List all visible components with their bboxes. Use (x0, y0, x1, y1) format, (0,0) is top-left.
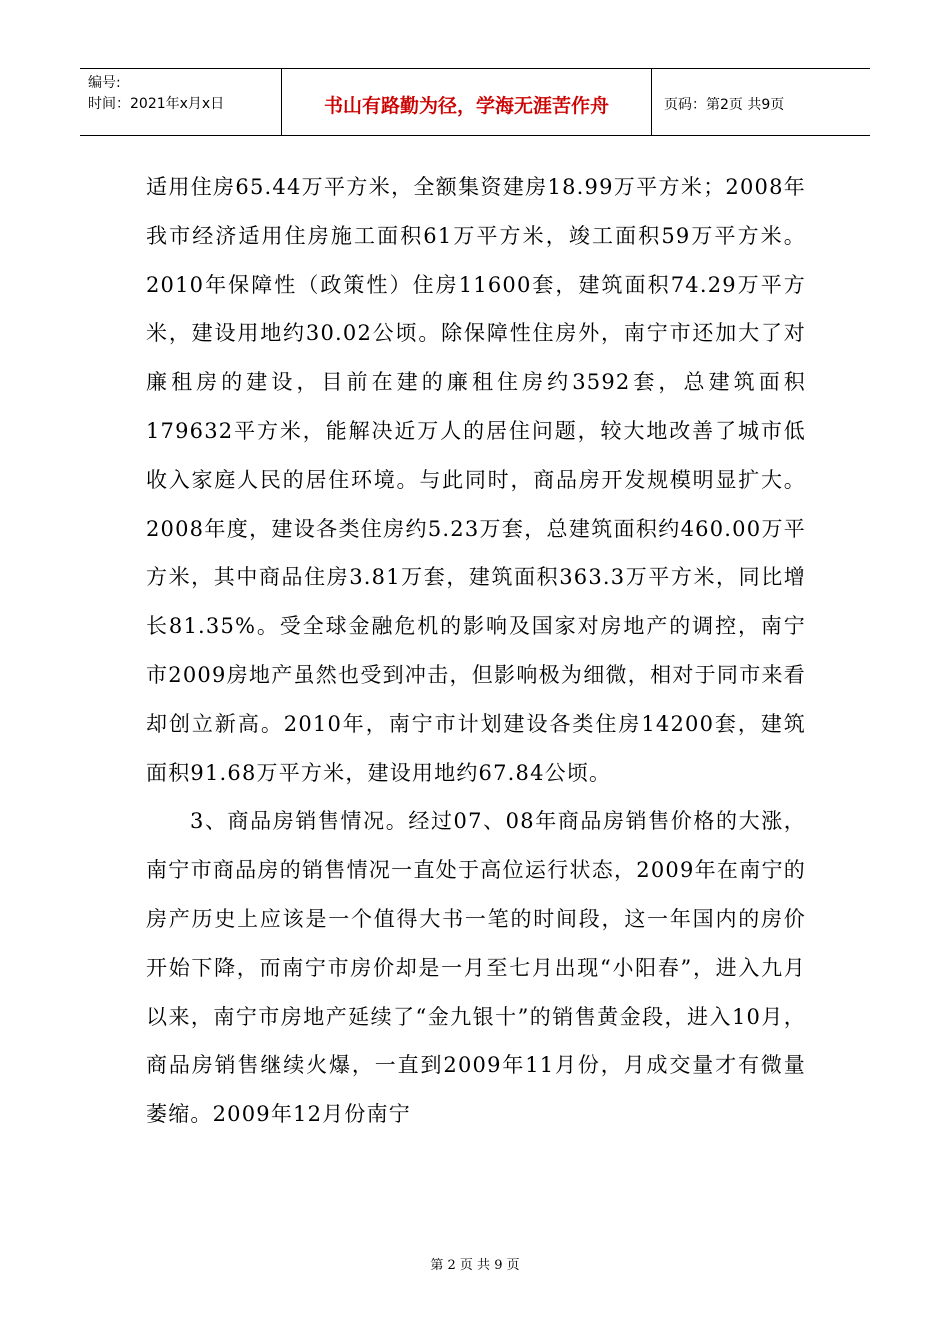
header-meta (80, 69, 282, 135)
paragraph-housing-construction: 适用住房65.44万平方米，全额集资建房18.99万平方米；2008年我市经济适用住房施工面积61万平方米，竣工面积59万平方米。2010年保障性（政策性）住房11600套，建筑面积74.29万平方米，建设用地约30.02公顷。除保障性住房外，南宁市还加大了对廉租房的建设，目前在建的廉租住房约3592套，总建筑面积179632平方米，能解决近万人的居住问题，较大地改善了城市低收入家庭人民的居住环境。与此同时，商品房开发规模明显扩大。2008年度，建设各类住房约5.23万套，总建筑面积约460.00万平方米，其中商品住房3.81万套，建筑面积363.3万平方米，同比增长81.35%。受全球金融危机的影响及国家对房地产的调控，南宁市2009房地产虽然也受到冲击，但影响极为细微，相对于同市来看却创立新高。2010年，南宁市计划建设各类住房14200套，建筑面积91.68万平方米，建设用地约67.84公顷。 (146, 175, 806, 785)
document-date: 时间：2021年x月x日 (88, 96, 225, 112)
paragraph-sales-situation: 3、商品房销售情况。经过07、08年商品房销售价格的大涨，南宁市商品房的销售情况一直处于高位运行状态，2009年在南宁的房产历史上应该是一个值得大书一笔的时间段，这一年国内的房价开始下降，而南宁市房价却是一月至七月出现“小阳春”，进入九月以来，南宁市房地产延续了“金九银十”的销售黄金段，进入10月，商品房销售继续火爆，一直到2009年11月份，月成交量才有微量萎缩。2009年12月份南宁 (146, 809, 806, 1127)
header-motto: 书山有路勤为径，学海无涯苦作舟 (282, 69, 652, 135)
page-footer: 第 2 页 共 9 页 (430, 1258, 520, 1273)
header-page-info: 页码：第2页 共9页 (664, 97, 785, 113)
page-header (80, 68, 870, 136)
document-body (146, 163, 806, 1139)
document-number-label: 编号: (88, 75, 121, 91)
